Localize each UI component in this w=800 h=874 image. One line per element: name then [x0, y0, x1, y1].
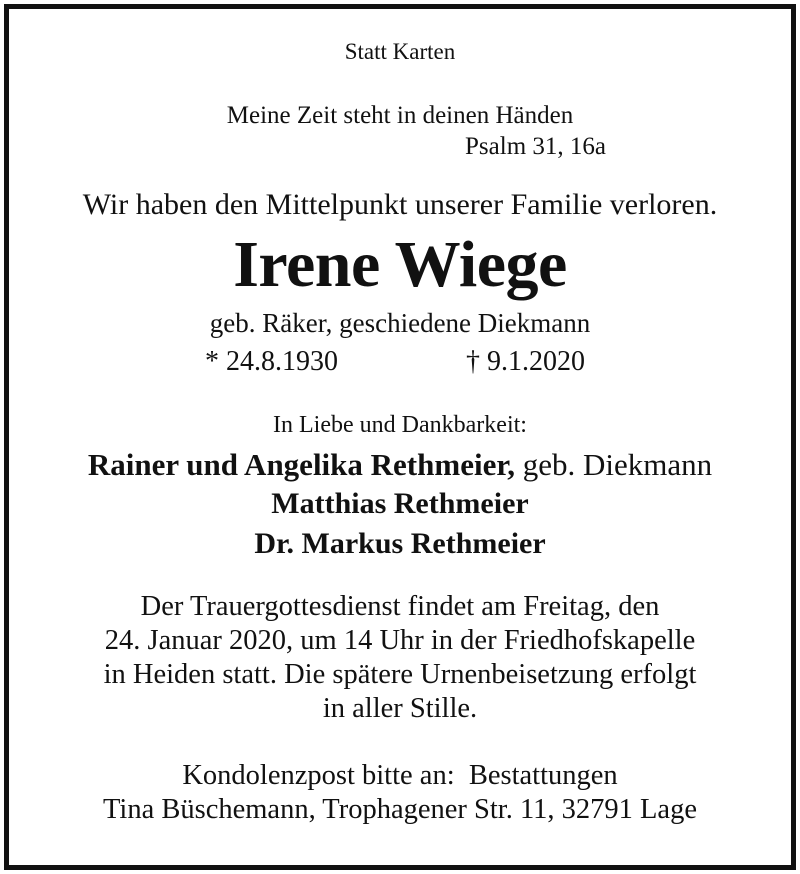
death-date: † 9.1.2020	[466, 346, 585, 377]
mourner-line-1-birth-name: geb. Diekmann	[515, 447, 713, 482]
service-line-3: in Heiden statt. Die spätere Urnenbeisetzung erfolgt	[103, 659, 697, 690]
mourner-line-3: Dr. Markus Rethmeier	[254, 527, 546, 560]
service-line-4: in aller Stille.	[322, 693, 478, 724]
intro-text: Wir haben den Mittelpunkt unserer Familie verloren.	[82, 188, 718, 221]
header-statt-karten: Statt Karten	[344, 39, 456, 64]
mourner-line-1-names: Rainer und Angelika Rethmeier,	[87, 447, 515, 482]
psalm-reference: Psalm 31, 16a	[465, 133, 606, 160]
condolences-line-2: Tina Büschemann, Trophagener Str. 11, 32791 Lage	[103, 794, 697, 825]
deceased-name: Irene Wiege	[233, 228, 567, 301]
service-line-1: Der Trauergottesdienst findet am Freitag, den	[140, 591, 660, 622]
mourner-line-2: Matthias Rethmeier	[271, 487, 529, 520]
deceased-birth-names: geb. Räker, geschiedene Diekmann	[209, 308, 591, 338]
mourner-line-1	[0, 449, 800, 480]
birth-date: * 24.8.1930	[205, 346, 338, 377]
condolences-line-1: Kondolenzpost bitte an: Bestattungen	[182, 760, 618, 791]
mourners-intro: In Liebe und Dankbarkeit:	[273, 412, 527, 438]
service-line-2: 24. Januar 2020, um 14 Uhr in der Friedhofskapelle	[104, 625, 696, 656]
psalm-quote: Meine Zeit steht in deinen Händen	[226, 102, 574, 129]
